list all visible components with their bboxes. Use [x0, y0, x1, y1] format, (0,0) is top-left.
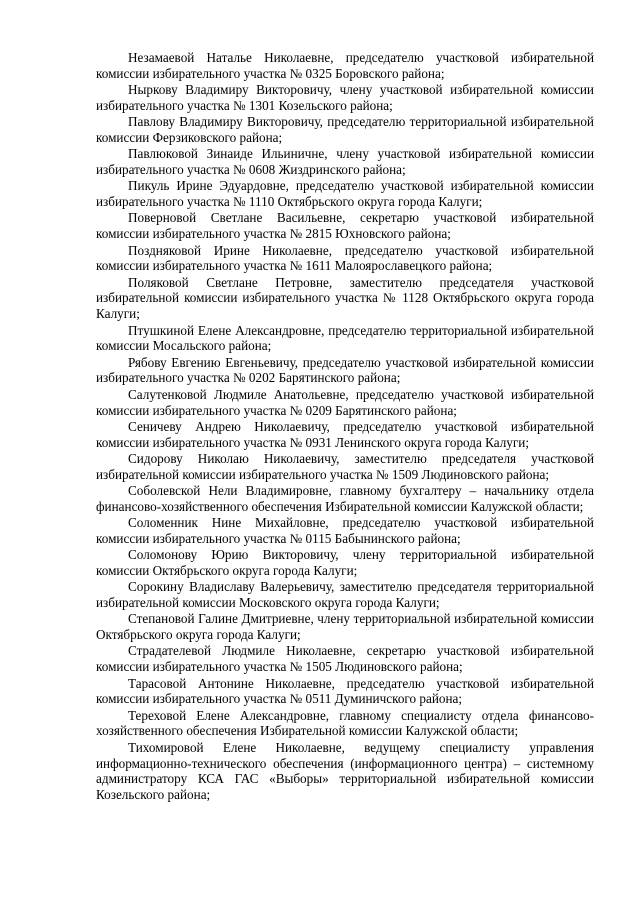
list-item: Птушкиной Елене Александровне, председателю территориальной избирательной комиссии Мосальского района;	[96, 322, 594, 354]
list-item: Поляковой Светлане Петровне, заместителю председателя участковой избирательной комиссии избирательного участка № 1128 Октябрьского округа города Калуги;	[96, 274, 594, 322]
list-item: Салутенковой Людмиле Анатольевне, председателю участковой избирательной комиссии избирательного участка № 0209 Барятинского района;	[96, 386, 594, 418]
list-item: Павлюковой Зинаиде Ильиничне, члену участковой избирательной комиссии избирательного участка № 0608 Жиздринского района;	[96, 146, 594, 178]
document-page	[96, 50, 594, 803]
list-item: Пикуль Ирине Эдуардовне, председателю участковой избирательной комиссии избирательного участка № 1110 Октябрьского округа города Калуги;	[96, 178, 594, 210]
list-item: Тарасовой Антонине Николаевне, председателю участковой избирательной комиссии избирательного участка № 0511 Думиничского района;	[96, 675, 594, 707]
list-item: Сидорову Николаю Николаевичу, заместителю председателя участковой избирательной комиссии избирательного участка № 1509 Людиновского района;	[96, 450, 594, 482]
list-item: Павлову Владимиру Викторовичу, председателю территориальной избирательной комиссии Ферзиковского района;	[96, 114, 594, 145]
list-item: Сеничеву Андрею Николаевичу, председателю участковой избирательной комиссии избирательного участка № 0931 Ленинского округа города Калуги;	[96, 418, 594, 450]
list-item: Ныркову Владимиру Викторовичу, члену участковой избирательной комиссии избирательного участка № 1301 Козельского района;	[96, 82, 594, 113]
list-item: Степановой Галине Дмитриевне, члену территориальной избирательной комиссии Октябрьского округа города Калуги;	[96, 611, 594, 643]
list-item: Тереховой Елене Александровне, главному специалисту отдела финансово-хозяйственного обеспечения Избирательной комиссии Калужской области;	[96, 707, 594, 739]
list-item: Соломенник Нине Михайловне, председателю участковой избирательной комиссии избирательного участка № 0115 Бабынинского района;	[96, 515, 594, 546]
list-item: Соломонову Юрию Викторовичу, члену территориальной избирательной комиссии Октябрьского округа города Калуги;	[96, 547, 594, 578]
list-item: Страдателевой Людмиле Николаевне, секретарю участковой избирательной комиссии избирательного участка № 1505 Людиновского района;	[96, 643, 594, 675]
list-item: Поздняковой Ирине Николаевне, председателю участковой избирательной комиссии избирательного участка № 1611 Малоярославецкого района;	[96, 242, 594, 274]
list-item: Незамаевой Наталье Николаевне, председателю участковой избирательной комиссии избирательного участка № 0325 Боровского района;	[96, 50, 594, 81]
list-item: Поверновой Светлане Васильевне, секретарю участковой избирательной комиссии избирательного участка № 2815 Юхновского района;	[96, 210, 594, 242]
list-item: Соболевской Нели Владимировне, главному бухгалтеру – начальнику отдела финансово-хозяйственного обеспечения Избирательной комиссии Калужской области;	[96, 483, 594, 514]
list-item: Сорокину Владиславу Валерьевичу, заместителю председателя территориальной избирательной комиссии Московского округа города Калуги;	[96, 579, 594, 611]
list-item: Тихомировой Елене Николаевне, ведущему специалисту управления информационно-технического обеспечения (информационного центра) – системному администратору КСА ГАС «Выборы» территориальной избирательной комиссии Козельского района;	[96, 739, 594, 803]
list-item: Рябову Евгению Евгеньевичу, председателю участковой избирательной комиссии избирательного участка № 0202 Барятинского района;	[96, 354, 594, 386]
